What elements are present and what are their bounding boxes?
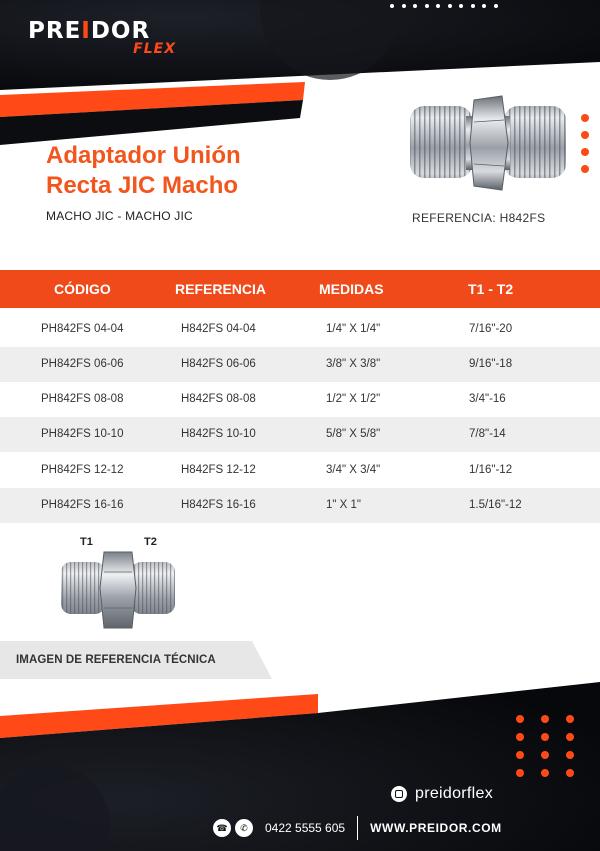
technical-banner-text: IMAGEN DE REFERENCIA TÉCNICA	[16, 654, 216, 666]
decorative-dots	[390, 4, 498, 8]
instagram-icon	[391, 786, 407, 802]
cell-codigo: PH842FS 04-04	[41, 323, 124, 335]
table-row	[0, 347, 600, 382]
phone-icon: ☎	[213, 819, 231, 837]
table-row	[0, 382, 600, 417]
cell-medidas: 1/2" X 1/2"	[326, 393, 381, 405]
t1-label: T1	[80, 536, 93, 548]
table-header	[0, 270, 600, 308]
cell-t1-t2: 1.5/16"-12	[469, 499, 522, 511]
product-title	[46, 141, 326, 201]
header-codigo: CÓDIGO	[54, 281, 111, 297]
t2-label: T2	[144, 536, 157, 548]
header-t1-t2: T1 - T2	[468, 281, 514, 297]
cell-medidas: 3/4" X 3/4"	[326, 464, 381, 476]
table-row	[0, 417, 600, 452]
cell-t1-t2: 7/16"-20	[469, 323, 513, 335]
contact-bar	[213, 816, 502, 840]
cell-codigo: PH842FS 06-06	[41, 358, 124, 370]
cell-referencia: H842FS 04-04	[181, 323, 256, 335]
cell-t1-t2: 1/16"-12	[469, 464, 513, 476]
cell-referencia: H842FS 06-06	[181, 358, 256, 370]
brand-logo	[28, 18, 188, 64]
instagram-link[interactable]	[391, 785, 493, 803]
header-medidas: MEDIDAS	[319, 281, 384, 297]
instagram-handle: preidorflex	[415, 785, 494, 802]
whatsapp-icon: ✆	[235, 819, 253, 837]
cell-codigo: PH842FS 16-16	[41, 499, 124, 511]
product-reference: REFERENCIA: H842FS	[412, 211, 546, 225]
cell-codigo: PH842FS 12-12	[41, 464, 124, 476]
cell-medidas: 5/8" X 5/8"	[326, 428, 381, 440]
cell-t1-t2: 9/16"-18	[469, 358, 513, 370]
table-row	[0, 312, 600, 347]
decorative-dots-side	[581, 114, 589, 173]
cell-codigo: PH842FS 08-08	[41, 393, 124, 405]
product-subtitle: MACHO JIC - MACHO JIC	[46, 209, 193, 223]
cell-medidas: 1" X 1"	[326, 499, 362, 511]
website-link[interactable]: WWW.PREIDOR.COM	[370, 821, 502, 835]
phone-number[interactable]: 0422 5555 605	[265, 821, 346, 835]
cell-referencia: H842FS 08-08	[181, 393, 256, 405]
brand-name: PREIDOR	[28, 18, 151, 44]
technical-image	[58, 548, 178, 632]
brand-sub: FLEX	[133, 41, 176, 57]
product-image	[404, 92, 572, 194]
header-referencia: REFERENCIA	[175, 281, 267, 297]
cell-referencia: H842FS 16-16	[181, 499, 256, 511]
table-row	[0, 488, 600, 523]
product-title-line1: Adaptador Unión	[46, 142, 241, 169]
cell-t1-t2: 7/8"-14	[469, 428, 506, 440]
cell-referencia: H842FS 10-10	[181, 428, 256, 440]
cell-t1-t2: 3/4"-16	[469, 393, 506, 405]
cell-medidas: 3/8" X 3/8"	[326, 358, 381, 370]
cell-referencia: H842FS 12-12	[181, 464, 256, 476]
divider	[357, 816, 358, 840]
cell-codigo: PH842FS 10-10	[41, 428, 124, 440]
cell-medidas: 1/4" X 1/4"	[326, 323, 381, 335]
decorative-dots-grid	[516, 715, 574, 777]
table-row	[0, 453, 600, 488]
product-title-line2: Recta JIC Macho	[46, 172, 239, 199]
